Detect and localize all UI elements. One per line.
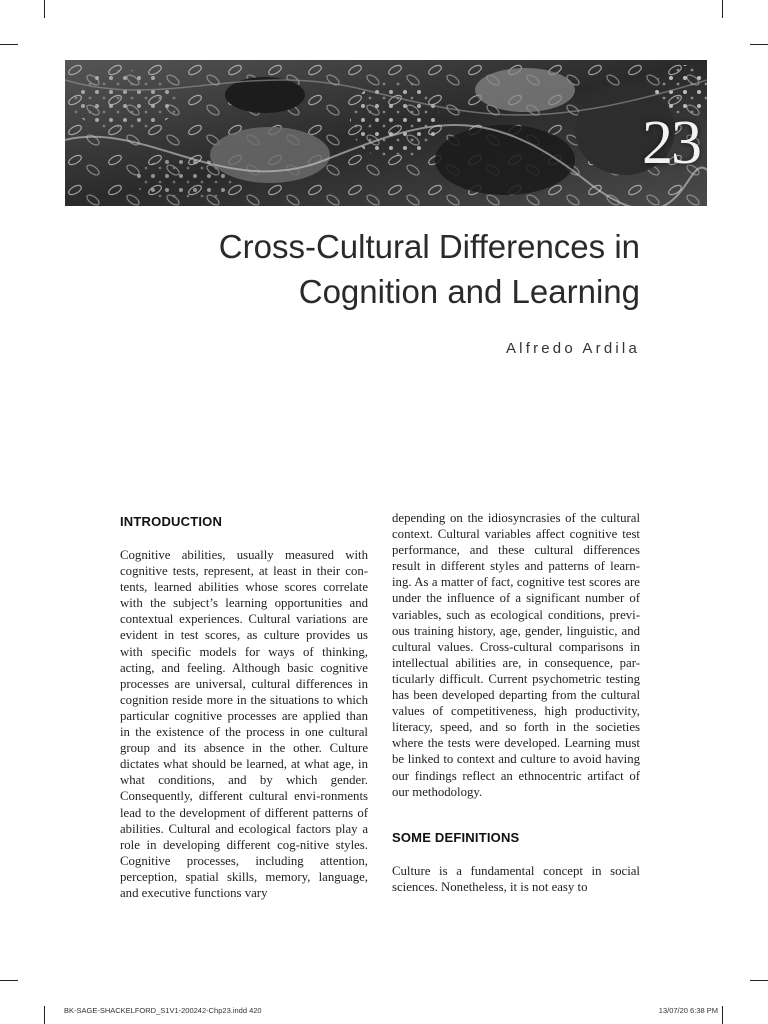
author-name: Alfredo Ardila bbox=[505, 340, 640, 357]
chapter-title-line-2: Cognition and Learning bbox=[298, 273, 640, 310]
right-column bbox=[392, 510, 640, 895]
crop-mark bbox=[750, 980, 768, 981]
crop-mark bbox=[722, 1006, 723, 1024]
print-slug-timestamp: 13/07/20 6:38 PM bbox=[658, 1006, 718, 1015]
definitions-paragraph: Culture is a fundamental concept in social sciences. Nonetheless, it is not easy to bbox=[392, 863, 640, 894]
print-slug-file: BK-SAGE-SHACKELFORD_S1V1-200242-Chp23.indd 420 bbox=[64, 1006, 262, 1015]
crop-mark bbox=[44, 1006, 45, 1024]
introduction-heading: INTRODUCTION bbox=[120, 514, 223, 529]
crop-mark bbox=[44, 0, 45, 18]
introduction-paragraph: Cognitive abilities, usually measured with cognitive tests, represent, at least in their con-tents, learned abilities whose scores correlate with the subject’s learning opportunities and contextual experiences. Cultural variations are evident in test scores, as culture provides us with specific models for ways of thinking, acting, and feeling. Although basic cognitive processes are universal, cultural differences in cognition reside more in the situations to which particular cognitive processes are applied than in the existence of the process in one cultural group and its absence in the other. Culture dictates what should be learned, at what age, in what conditions, and by which gender. Consequently, different cultural envi-ronments lead to the development of different patterns of abilities. Cultural and ecological factors play a role in developing different cog-nitive styles. Cognitive processes, including attention, perception, spatial skills, memory, language, and executive functions vary bbox=[120, 548, 368, 900]
crop-mark bbox=[0, 980, 18, 981]
chapter-banner-image bbox=[65, 60, 707, 206]
left-column bbox=[120, 510, 368, 901]
crop-mark bbox=[722, 0, 723, 18]
chapter-title-line-1: Cross-Cultural Differences in bbox=[218, 228, 640, 265]
crop-mark bbox=[0, 44, 18, 45]
chapter-title bbox=[140, 224, 640, 314]
crop-mark bbox=[750, 44, 768, 45]
introduction-paragraph-continued: depending on the idiosyncrasies of the cultural context. Cultural variables affect cognitive test performance, and these cultural differences result in different styles and patterns of learn-ing. As a matter of fact, cognitive test scores are under the influence of a significant number of variables, such as ecological conditions, previ-ous training history, age, gender, linguistic, and cultural values. Cross-cultural comparisons in intellectual abilities are, in consequence, par-ticularly difficult. Current psychometric testing has been developed departing from the cultural values of competitiveness, high productivity, literacy, speed, and so forth in the societies where the tests were developed. Learning must be linked to context and culture to avoid having our findings reflect an ethnocentric artifact of our methodology. bbox=[392, 511, 640, 799]
definitions-heading: SOME DEFINITIONS bbox=[392, 829, 520, 845]
chapter-number: 23 bbox=[642, 109, 700, 177]
